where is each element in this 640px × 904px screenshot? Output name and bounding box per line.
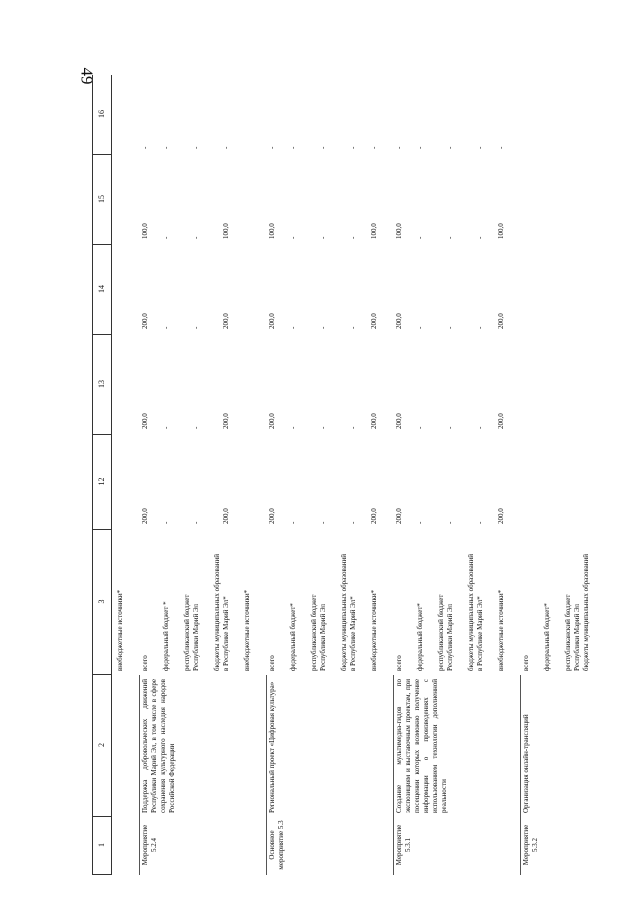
value-cell: - (416, 426, 424, 429)
column-header-2: 2 (93, 674, 111, 817)
value-cell: 200,0 (268, 313, 276, 329)
funding-source-label: республиканский бюджет Республики Марий Эл бюджеты муниципальных образований (564, 553, 590, 671)
value-cell: - (370, 146, 378, 149)
funding-source-label: федеральный бюджет* (543, 603, 551, 671)
funding-source-label: федеральный бюджет* (289, 603, 297, 671)
funding-source-label: всего (141, 655, 149, 671)
value-cell: 200,0 (141, 413, 149, 429)
value-cell: - (192, 236, 200, 239)
funding-source-label: всего (268, 655, 276, 671)
row-name: Организация онлайн-трансляций (522, 714, 530, 813)
value-cell: - (162, 521, 170, 524)
value-cell: - (476, 521, 484, 524)
value-cell: 200,0 (222, 413, 230, 429)
value-cell: 200,0 (395, 413, 403, 429)
value-cell: - (162, 426, 170, 429)
value-cell: - (349, 236, 357, 239)
table-header (92, 75, 112, 875)
value-cell: - (319, 146, 327, 149)
value-cell: - (476, 236, 484, 239)
funding-source-label: всего (395, 655, 403, 671)
value-cell: 200,0 (141, 508, 149, 524)
value-cell: - (289, 426, 297, 429)
row-name: Региональный проект «Цифровая культура» (268, 681, 276, 813)
value-cell: - (497, 146, 505, 149)
value-cell: - (476, 426, 484, 429)
column-header-8: 16 (93, 74, 111, 155)
value-cell: - (162, 146, 170, 149)
value-cell: 100,0 (395, 223, 403, 239)
value-cell: - (192, 521, 200, 524)
value-cell: - (349, 326, 357, 329)
value-cell: 200,0 (370, 313, 378, 329)
page-number: 49 (77, 67, 97, 85)
column-header-4: 12 (93, 434, 111, 530)
value-cell: - (446, 236, 454, 239)
row-name: Поддержка добровольческих движений Республики Марий Эл, в том числе в сфере сохранения культурного наследия народов Российской Федерации (141, 679, 176, 813)
value-cell: 100,0 (141, 223, 149, 239)
value-cell: - (162, 236, 170, 239)
value-cell: 200,0 (497, 508, 505, 524)
value-cell: 200,0 (222, 313, 230, 329)
value-cell: - (416, 146, 424, 149)
value-cell: - (319, 326, 327, 329)
value-cell: - (446, 521, 454, 524)
funding-source-label: всего (522, 655, 530, 671)
value-cell: 200,0 (222, 508, 230, 524)
funding-source-label: внебюджетные источники* (497, 589, 505, 671)
value-cell: 200,0 (395, 508, 403, 524)
value-cell: 200,0 (370, 508, 378, 524)
column-header-7: 15 (93, 154, 111, 245)
funding-source-label: республиканский бюджет Республики Марий Эл (437, 594, 454, 671)
funding-source-label: республиканский бюджет Республики Марий Эл (310, 594, 327, 671)
funding-source-label: бюджеты муниципальных образований в Республике Марий Эл* (340, 553, 357, 671)
value-cell: 200,0 (497, 313, 505, 329)
value-cell: - (446, 146, 454, 149)
value-cell: 100,0 (497, 223, 505, 239)
column-header-6: 14 (93, 244, 111, 335)
row-divider (266, 675, 267, 875)
row-code: Мероприятие 5.3.1 (395, 824, 412, 866)
value-cell: - (416, 521, 424, 524)
value-cell: - (141, 146, 149, 149)
funding-source-label: внебюджетные источники* (116, 589, 124, 671)
value-cell: 200,0 (395, 313, 403, 329)
funding-source-label: республиканский бюджет Республики Марий Эл (183, 594, 200, 671)
value-cell: - (289, 326, 297, 329)
row-name: Создание мультимедиа-гидов по экспозициям и выставочным проектам, при посещении которых возможно получение информации о произведениях с использованием технологии дополненной реальности (395, 679, 448, 813)
row-divider (520, 675, 521, 875)
value-cell: 100,0 (268, 223, 276, 239)
value-cell: - (349, 426, 357, 429)
value-cell: 200,0 (370, 413, 378, 429)
value-cell: 100,0 (222, 223, 230, 239)
value-cell: - (289, 146, 297, 149)
value-cell: - (192, 426, 200, 429)
value-cell: - (289, 521, 297, 524)
funding-source-label: федеральный бюджет * (162, 601, 170, 671)
funding-source-label: внебюджетные источники* (243, 589, 251, 671)
funding-source-label: федеральный бюджет* (416, 603, 424, 671)
value-cell: - (268, 146, 276, 149)
value-cell: 200,0 (268, 413, 276, 429)
row-code: Основное мероприятие 5.3 (268, 820, 285, 870)
value-cell: - (319, 236, 327, 239)
value-cell: 200,0 (141, 313, 149, 329)
column-header-3: 3 (93, 529, 111, 675)
row-divider (139, 675, 140, 875)
value-cell: 100,0 (370, 223, 378, 239)
row-code: Мероприятие 5.3.2 (522, 824, 539, 866)
funding-source-label: бюджеты муниципальных образований в Республике Марий Эл* (213, 553, 230, 671)
value-cell: - (476, 146, 484, 149)
column-header-1: 1 (93, 816, 111, 875)
value-cell: - (395, 146, 403, 149)
value-cell: - (349, 521, 357, 524)
value-cell: - (319, 426, 327, 429)
value-cell: - (162, 326, 170, 329)
financing-table (92, 75, 590, 875)
value-cell: - (416, 236, 424, 239)
value-cell: - (192, 146, 200, 149)
column-header-5: 13 (93, 334, 111, 435)
funding-source-label: бюджеты муниципальных образований в Республике Марий Эл* (467, 553, 484, 671)
funding-source-label: внебюджетные источники* (370, 589, 378, 671)
value-cell: - (319, 521, 327, 524)
row-code: Мероприятие 5.2.4 (141, 824, 158, 866)
value-cell: - (446, 326, 454, 329)
value-cell: - (349, 146, 357, 149)
value-cell: - (289, 236, 297, 239)
row-divider (393, 675, 394, 875)
value-cell: - (192, 326, 200, 329)
value-cell: - (416, 326, 424, 329)
value-cell: 200,0 (497, 413, 505, 429)
value-cell: - (222, 146, 230, 149)
value-cell: - (446, 426, 454, 429)
value-cell: 200,0 (268, 508, 276, 524)
value-cell: - (476, 326, 484, 329)
